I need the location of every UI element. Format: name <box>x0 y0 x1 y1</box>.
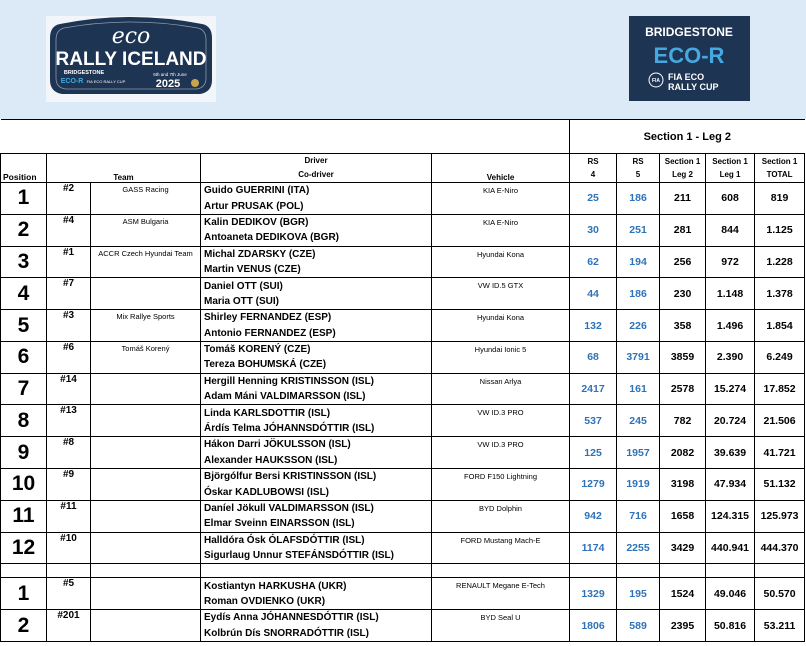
vehicle-name: Hyundai Kona <box>432 310 570 342</box>
driver-name: Halldóra Ósk ÓLAFSDÓTTIR (ISL) <box>201 532 432 548</box>
separator-cell <box>617 564 660 578</box>
driver-name: Linda KARLSDOTTIR (ISL) <box>201 405 432 421</box>
table-row <box>1 373 805 389</box>
logo-ecor-small: ECO-R <box>60 78 84 85</box>
rs5-value: 186 <box>617 183 660 215</box>
table-row <box>1 214 805 230</box>
logo-bridgestone-small: BRIDGESTONE <box>63 70 105 76</box>
separator-cell <box>432 564 570 578</box>
rs4-value: 2417 <box>570 373 617 405</box>
driver-name: Daniel OTT (SUI) <box>201 278 432 294</box>
table-row <box>1 469 805 485</box>
header-rs4 <box>570 154 617 183</box>
driver-name: Hergill Henning KRISTINSSON (ISL) <box>201 373 432 389</box>
car-number: #8 <box>47 437 91 469</box>
codriver-name: Roman OVDIENKO (UKR) <box>201 594 432 610</box>
vehicle-name: FORD F150 Lightning <box>432 469 570 501</box>
leg1-value: 1.496 <box>706 310 755 342</box>
rs4-value: 132 <box>570 310 617 342</box>
codriver-name: Óskar KADLUBOWSI (ISL) <box>201 484 432 500</box>
rs4-value: 1329 <box>570 578 617 610</box>
car-number: #10 <box>47 532 91 564</box>
vehicle-name: RENAULT Megane E-Tech <box>432 578 570 610</box>
car-number: #3 <box>47 310 91 342</box>
leg1-value: 608 <box>706 183 755 215</box>
total-value: 17.852 <box>755 373 805 405</box>
codriver-name: Kolbrún Dís SNORRADÓTTIR (ISL) <box>201 626 432 642</box>
leg2-value: 3859 <box>660 341 706 373</box>
vehicle-name: VW ID.3 PRO <box>432 437 570 469</box>
table-row <box>1 341 805 357</box>
header-driver-codriver <box>201 154 432 183</box>
header-leg2-sub: Leg 2 <box>672 170 693 179</box>
vehicle-name: Nissan Arlya <box>432 373 570 405</box>
vehicle-name: KIA E-Niro <box>432 214 570 246</box>
car-number: #6 <box>47 341 91 373</box>
leg2-value: 1524 <box>660 578 706 610</box>
logo-dates: 6th and 7th June <box>153 72 187 77</box>
codriver-name: Elmar Sveinn EINARSSON (ISL) <box>201 516 432 532</box>
driver-name: Hákon Darri JÖKULSSON (ISL) <box>201 437 432 453</box>
position-number: 1 <box>1 578 47 610</box>
driver-name: Eydís Anna JÓHANNESDÓTTIR (ISL) <box>201 610 432 626</box>
driver-name: Daníel Jökull VALDIMARSSON (ISL) <box>201 500 432 516</box>
driver-name: Michal ZDARSKY (CZE) <box>201 246 432 262</box>
header-total-sub: TOTAL <box>766 170 793 179</box>
rs5-value: 226 <box>617 310 660 342</box>
eco-rally-iceland-logo <box>46 16 216 102</box>
team-name <box>91 405 201 437</box>
rs5-value: 716 <box>617 500 660 532</box>
codriver-name: Árdís Telma JÓHANNSDÓTTIR (ISL) <box>201 421 432 437</box>
leg1-value: 15.274 <box>706 373 755 405</box>
total-value: 51.132 <box>755 469 805 501</box>
leg1-value: 124.315 <box>706 500 755 532</box>
leg2-value: 2395 <box>660 610 706 642</box>
rs5-value: 3791 <box>617 341 660 373</box>
car-number: #7 <box>47 278 91 310</box>
codriver-name: Maria OTT (SUI) <box>201 294 432 310</box>
table-row <box>1 610 805 626</box>
column-header-row <box>1 154 805 183</box>
separator-cell <box>201 564 432 578</box>
table-row <box>1 532 805 548</box>
leg1-value: 440.941 <box>706 532 755 564</box>
leg1-value: 844 <box>706 214 755 246</box>
leg1-value: 50.816 <box>706 610 755 642</box>
bridgestone-ecor-logo <box>629 16 750 101</box>
vehicle-name: KIA E-Niro <box>432 183 570 215</box>
logo-fia: FIA <box>651 78 661 84</box>
header-leg1-label: Section 1 <box>712 157 748 166</box>
separator-cell <box>47 564 91 578</box>
leg2-value: 3429 <box>660 532 706 564</box>
codriver-name: Antoaneta DEDIKOVA (BGR) <box>201 230 432 246</box>
header-team: Team <box>47 154 201 183</box>
table-row <box>1 310 805 326</box>
leg2-value: 230 <box>660 278 706 310</box>
team-name <box>91 610 201 642</box>
total-value: 1.854 <box>755 310 805 342</box>
rs4-value: 44 <box>570 278 617 310</box>
position-number: 4 <box>1 278 47 310</box>
header-position: Position <box>1 154 47 183</box>
driver-name: Kostiantyn HARKUSHA (UKR) <box>201 578 432 594</box>
rs4-value: 68 <box>570 341 617 373</box>
header-total-label: Section 1 <box>761 157 798 166</box>
header-rs5-label: RS <box>632 157 644 166</box>
codriver-name: Adam Máni VALDIMARSSON (ISL) <box>201 389 432 405</box>
total-value: 6.249 <box>755 341 805 373</box>
rs4-value: 1174 <box>570 532 617 564</box>
leg2-value: 358 <box>660 310 706 342</box>
logo-fia-eco: FIA ECO <box>668 72 705 82</box>
vehicle-name: BYD Dolphin <box>432 500 570 532</box>
total-value: 21.506 <box>755 405 805 437</box>
rs4-value: 1279 <box>570 469 617 501</box>
total-value: 819 <box>755 183 805 215</box>
position-number: 6 <box>1 341 47 373</box>
table-row <box>1 246 805 262</box>
table-row <box>1 183 805 199</box>
driver-name: Guido GUERRINI (ITA) <box>201 183 432 199</box>
total-value: 41.721 <box>755 437 805 469</box>
leg2-value: 2578 <box>660 373 706 405</box>
car-number: #2 <box>47 183 91 215</box>
header-leg1 <box>706 154 755 183</box>
team-name: ACCR Czech Hyundai Team <box>91 246 201 278</box>
rs5-value: 1957 <box>617 437 660 469</box>
total-value: 1.125 <box>755 214 805 246</box>
team-name <box>91 437 201 469</box>
logo-rally-cup: RALLY CUP <box>668 82 719 92</box>
team-name <box>91 500 201 532</box>
total-value: 125.973 <box>755 500 805 532</box>
leg2-value: 2082 <box>660 437 706 469</box>
separator-cell <box>570 564 617 578</box>
header-leg2 <box>660 154 706 183</box>
header-rs4-number: 4 <box>590 170 596 179</box>
section-title-row <box>1 120 805 154</box>
rs5-value: 1919 <box>617 469 660 501</box>
car-number: #11 <box>47 500 91 532</box>
separator-cell <box>1 564 47 578</box>
vehicle-name: BYD Seal U <box>432 610 570 642</box>
logo-eco-word: eco <box>111 24 151 49</box>
car-number: #5 <box>47 578 91 610</box>
position-number: 2 <box>1 214 47 246</box>
position-number: 11 <box>1 500 47 532</box>
leg1-value: 2.390 <box>706 341 755 373</box>
team-name: Tomáš Korený <box>91 341 201 373</box>
position-number: 1 <box>1 183 47 215</box>
rs4-value: 942 <box>570 500 617 532</box>
leg1-value: 47.934 <box>706 469 755 501</box>
team-name <box>91 278 201 310</box>
rs5-value: 589 <box>617 610 660 642</box>
car-number: #13 <box>47 405 91 437</box>
position-number: 12 <box>1 532 47 564</box>
leg2-value: 1658 <box>660 500 706 532</box>
position-number: 8 <box>1 405 47 437</box>
total-value: 444.370 <box>755 532 805 564</box>
rs4-value: 125 <box>570 437 617 469</box>
vehicle-name: FORD Mustang Mach-E <box>432 532 570 564</box>
table-row <box>1 278 805 294</box>
rs5-value: 195 <box>617 578 660 610</box>
total-value: 53.211 <box>755 610 805 642</box>
rs5-value: 245 <box>617 405 660 437</box>
position-number: 5 <box>1 310 47 342</box>
rs5-value: 2255 <box>617 532 660 564</box>
position-number: 9 <box>1 437 47 469</box>
leg1-value: 972 <box>706 246 755 278</box>
logo-cup-small: FIA ECO RALLY CUP <box>86 79 126 84</box>
rs5-value: 161 <box>617 373 660 405</box>
logo-year: 2025 <box>155 78 181 90</box>
driver-name: Kalin DEDIKOV (BGR) <box>201 214 432 230</box>
separator-cell <box>660 564 706 578</box>
rs4-value: 25 <box>570 183 617 215</box>
leg2-value: 281 <box>660 214 706 246</box>
vehicle-name: VW ID.5 GTX <box>432 278 570 310</box>
car-number: #4 <box>47 214 91 246</box>
position-number: 10 <box>1 469 47 501</box>
team-name <box>91 469 201 501</box>
position-number: 7 <box>1 373 47 405</box>
leg2-value: 256 <box>660 246 706 278</box>
rs5-value: 186 <box>617 278 660 310</box>
header-total <box>755 154 805 183</box>
table-row <box>1 437 805 453</box>
rs5-value: 194 <box>617 246 660 278</box>
separator-cell <box>91 564 201 578</box>
header-rs5-number: 5 <box>635 170 641 179</box>
car-number: #1 <box>47 246 91 278</box>
leg2-value: 782 <box>660 405 706 437</box>
leg1-value: 1.148 <box>706 278 755 310</box>
team-name: Mix Rallye Sports <box>91 310 201 342</box>
rs4-value: 62 <box>570 246 617 278</box>
driver-name: Björgólfur Bersi KRISTINSSON (ISL) <box>201 469 432 485</box>
codriver-name: Tereza BOHUMSKÁ (CZE) <box>201 357 432 373</box>
rs4-value: 30 <box>570 214 617 246</box>
section-title: Section 1 - Leg 2 <box>570 120 805 154</box>
car-number: #9 <box>47 469 91 501</box>
team-name <box>91 532 201 564</box>
group-separator-row <box>1 564 805 578</box>
header-driver: Driver <box>304 156 328 165</box>
team-name: ASM Bulgaria <box>91 214 201 246</box>
table-row <box>1 405 805 421</box>
leg2-value: 3198 <box>660 469 706 501</box>
codriver-name: Antonio FERNANDEZ (ESP) <box>201 326 432 342</box>
codriver-name: Martin VENUS (CZE) <box>201 262 432 278</box>
table-row <box>1 578 805 594</box>
team-name <box>91 578 201 610</box>
header-vehicle: Vehicle <box>432 154 570 183</box>
leg1-value: 20.724 <box>706 405 755 437</box>
driver-name: Tomáš KORENÝ (CZE) <box>201 341 432 357</box>
logo-rally-iceland-title: RALLY ICELAND <box>55 49 207 70</box>
vehicle-name: VW ID.3 PRO <box>432 405 570 437</box>
logo-bridgestone: BRIDGESTONE <box>645 25 733 39</box>
header-leg1-sub: Leg 1 <box>719 170 741 179</box>
total-value: 1.378 <box>755 278 805 310</box>
car-number: #201 <box>47 610 91 642</box>
results-table <box>0 119 805 642</box>
logo-ecor: ECO-R <box>653 43 725 68</box>
header-rs4-label: RS <box>587 157 599 166</box>
team-name: GASS Racing <box>91 183 201 215</box>
table-row <box>1 500 805 516</box>
rs5-value: 251 <box>617 214 660 246</box>
total-value: 50.570 <box>755 578 805 610</box>
car-number: #14 <box>47 373 91 405</box>
club-crest-icon <box>191 79 199 87</box>
header-leg2-label: Section 1 <box>664 157 701 166</box>
rs4-value: 1806 <box>570 610 617 642</box>
codriver-name: Sigurlaug Unnur STEFÁNSDÓTTIR (ISL) <box>201 548 432 564</box>
codriver-name: Alexander HAUKSSON (ISL) <box>201 453 432 469</box>
separator-cell <box>755 564 805 578</box>
leg2-value: 211 <box>660 183 706 215</box>
position-number: 3 <box>1 246 47 278</box>
vehicle-name: Hyundai Ionic 5 <box>432 341 570 373</box>
total-value: 1.228 <box>755 246 805 278</box>
vehicle-name: Hyundai Kona <box>432 246 570 278</box>
driver-name: Shirley FERNANDEZ (ESP) <box>201 310 432 326</box>
header-codriver: Co-driver <box>298 170 334 179</box>
team-name <box>91 373 201 405</box>
separator-cell <box>706 564 755 578</box>
rs4-value: 537 <box>570 405 617 437</box>
header-rs5 <box>617 154 660 183</box>
leg1-value: 49.046 <box>706 578 755 610</box>
leg1-value: 39.639 <box>706 437 755 469</box>
position-number: 2 <box>1 610 47 642</box>
codriver-name: Artur PRUSAK (POL) <box>201 198 432 214</box>
